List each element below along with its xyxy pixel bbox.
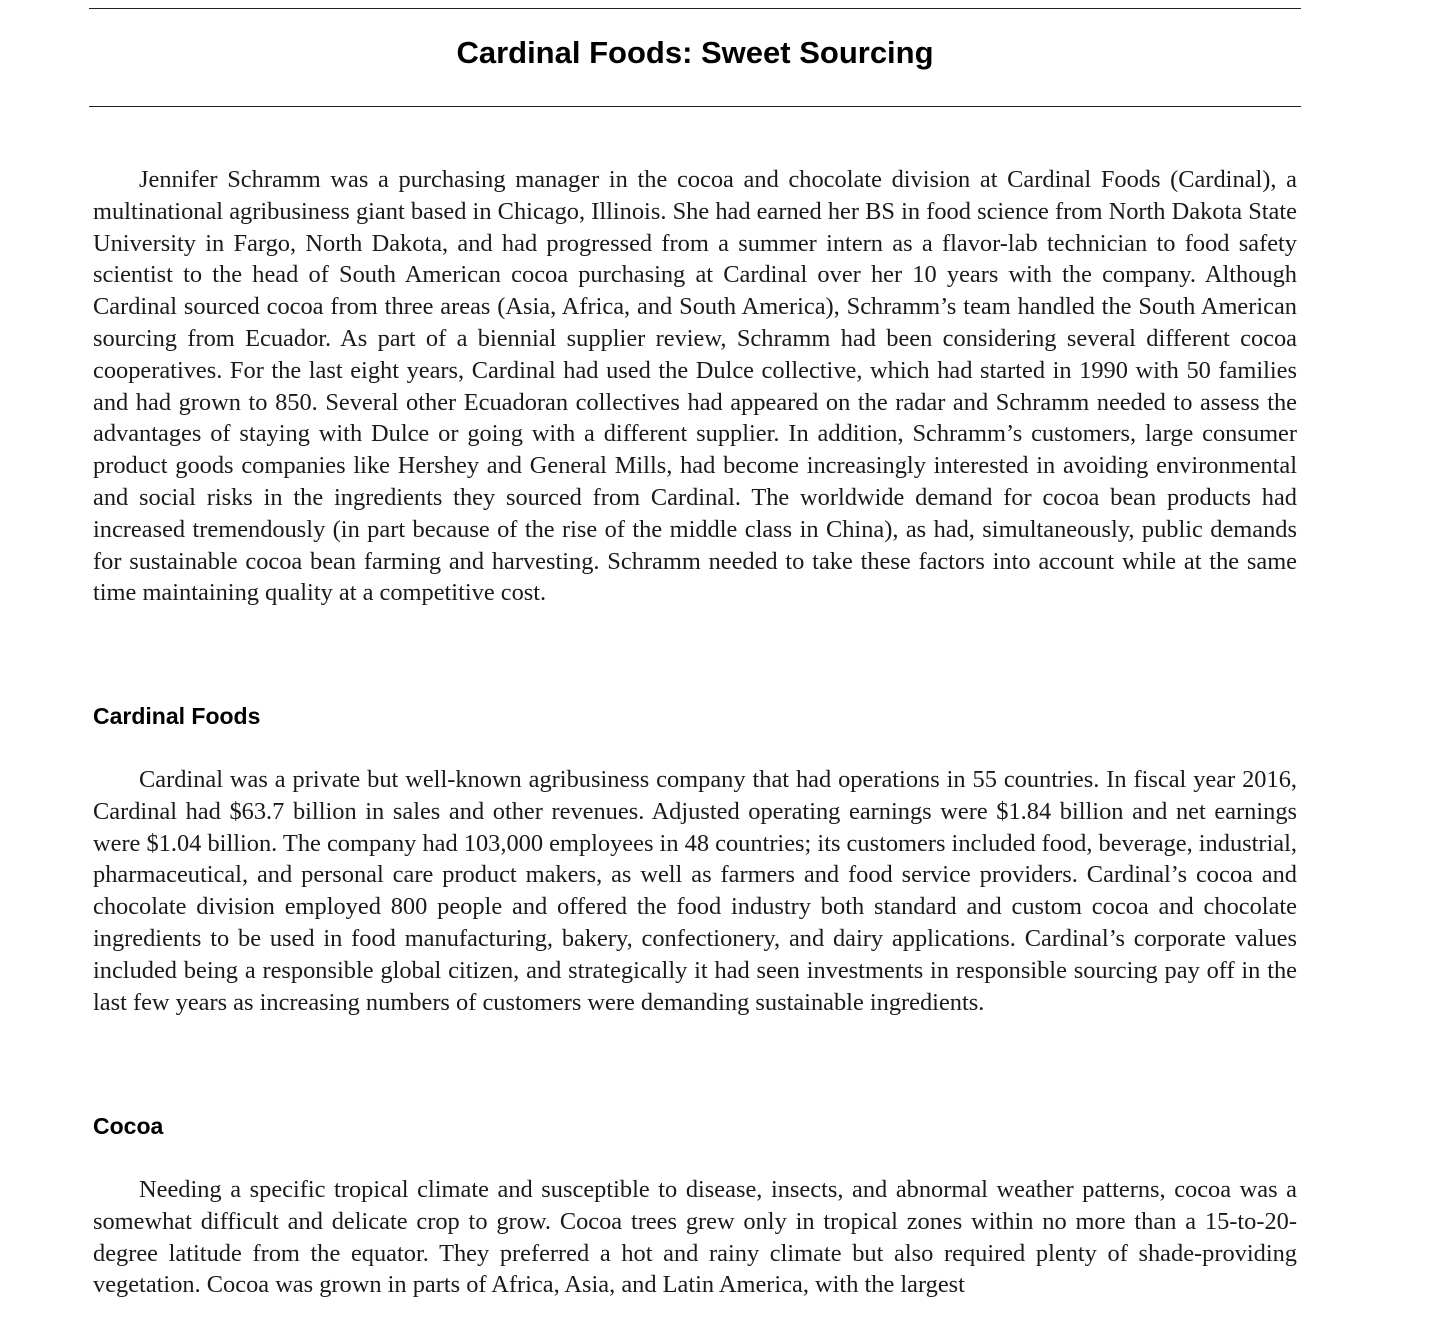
top-rule <box>89 8 1301 9</box>
document-title: Cardinal Foods: Sweet Sourcing <box>456 35 934 70</box>
section-heading-cocoa: Cocoa <box>93 1113 164 1139</box>
section-paragraph-cocoa: Needing a specific tropical climate and susceptible to disease, insects, and abnormal weather patterns, cocoa was a somewhat difficult and delicate crop to grow. Cocoa trees grew only in tropical zones within no more than a 15-to-20-degree latitude from the equator. They preferred a hot and rainy climate but also required plenty of shade-providing vegetation. Cocoa was grown in parts of Africa, Asia, and Latin America, with the largest <box>93 1176 1297 1299</box>
section-paragraph-cardinal-foods: Cardinal was a private but well-known agribusiness company that had operations in 55 countries. In fiscal year 2016, Cardinal had $63.7 billion in sales and other revenues. Adjusted operating earnings were $1.84 billion and net earnings were $1.04 billion. The company had 103,000 employees in 48 countries; its customers included food, beverage, industrial, pharmaceutical, and personal care product makers, as well as farmers and food service providers. Cardinal’s cocoa and chocolate division employed 800 people and offered the food industry both standard and custom cocoa and chocolate ingredients to be used in food manufacturing, bakery, confectionery, and dairy applications. Cardinal’s corporate values included being a responsible global citizen, and strategically it had seen investments in responsible sourcing pay off in the last few years as increasing numbers of customers were demanding sustainable ingredients. <box>93 766 1297 1016</box>
section-heading-cardinal-foods: Cardinal Foods <box>93 703 261 729</box>
title-rule <box>89 106 1301 107</box>
intro-paragraph: Jennifer Schramm was a purchasing manager in the cocoa and chocolate division at Cardinal Foods (Cardinal), a multinational agribusiness giant based in Chicago, Illinois. She had earned her BS in food science from North Dakota State University in Fargo, North Dakota, and had progressed from a summer intern as a flavor-lab technician to food safety scientist to the head of South American cocoa purchasing at Cardinal over her 10 years with the company. Although Cardinal sourced cocoa from three areas (Asia, Africa, and South America), Schramm’s team handled the South American sourcing from Ecuador. As part of a biennial supplier review, Schramm had been considering several different cocoa cooperatives. For the last eight years, Cardinal had used the Dulce collective, which had started in 1990 with 50 families and had grown to 850. Several other Ecuadoran collectives had appeared on the radar and Schramm needed to assess the advantages of staying with Dulce or going with a different supplier. In addition, Schramm’s customers, large consumer product goods companies like Hershey and General Mills, had become increasingly interested in avoiding environmental and social risks in the ingredients they sourced from Cardinal. The worldwide demand for cocoa bean products had increased tremendously (in part because of the rise of the middle class in China), as had, simultaneously, public demands for sustainable cocoa bean farming and harvesting. Schramm needed to take these factors into account while at the same time maintaining quality at a competitive cost. <box>93 166 1297 607</box>
